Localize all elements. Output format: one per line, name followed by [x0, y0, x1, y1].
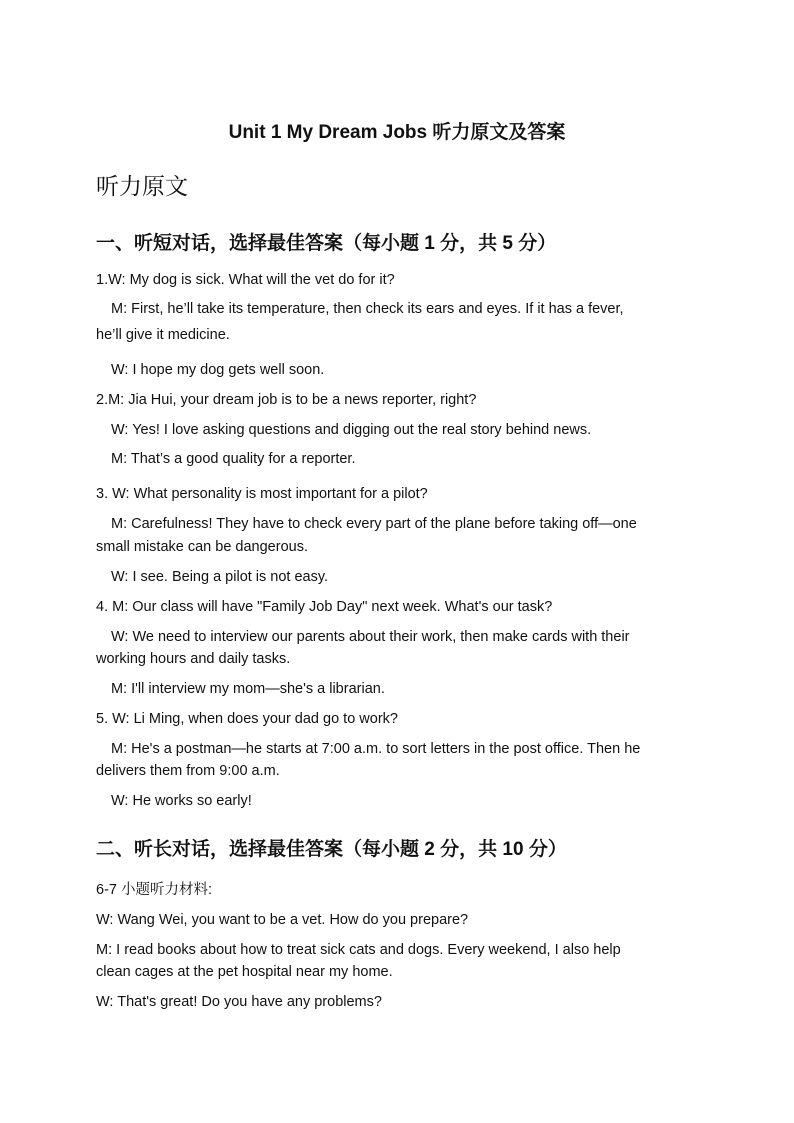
transcript-line: M: I read books about how to treat sick cats and dogs. Every weekend, I also help — [96, 942, 621, 958]
transcript-line: 1.W: My dog is sick. What will the vet do for it? — [96, 272, 395, 288]
section-heading-transcript: 听力原文 — [96, 173, 188, 199]
transcript-line: clean cages at the pet hospital near my home. — [96, 964, 393, 980]
transcript-line: M: First, he’ll take its temperature, then check its ears and eyes. If it has a fever, — [111, 301, 624, 317]
transcript-line: working hours and daily tasks. — [96, 651, 291, 667]
document-title: Unit 1 My Dream Jobs 听力原文及答案 — [228, 122, 566, 143]
section2-heading: 二、听长对话，选择最佳答案（每小题 2 分，共 10 分） — [96, 839, 567, 860]
transcript-line: W: I hope my dog gets well soon. — [111, 362, 325, 378]
transcript-line: 2.M: Jia Hui, your dream job is to be a news reporter, right? — [96, 392, 477, 408]
transcript-line: M: He's a postman—he starts at 7:00 a.m. to sort letters in the post office. Then he — [111, 741, 641, 757]
transcript-line: W: That's great! Do you have any problems? — [96, 994, 382, 1010]
transcript-line: 4. M: Our class will have "Family Job Day" next week. What's our task? — [96, 599, 553, 615]
transcript-line: W: Yes! I love asking questions and digging out the real story behind news. — [111, 422, 592, 438]
transcript-line: M: That’s a good quality for a reporter. — [111, 451, 356, 467]
transcript-line: 5. W: Li Ming, when does your dad go to work? — [96, 711, 398, 727]
transcript-line: 3. W: What personality is most important for a pilot? — [96, 486, 428, 502]
transcript-line: M: I'll interview my mom—she's a librarian. — [111, 681, 385, 697]
transcript-line: delivers them from 9:00 a.m. — [96, 763, 280, 779]
transcript-line: W: We need to interview our parents about their work, then make cards with their — [111, 629, 630, 645]
transcript-line: he’ll give it medicine. — [96, 327, 230, 343]
transcript-line: small mistake can be dangerous. — [96, 539, 308, 555]
transcript-line: W: I see. Being a pilot is not easy. — [111, 569, 329, 585]
transcript-line: M: Carefulness! They have to check every part of the plane before taking off—one — [111, 516, 637, 532]
section1-heading: 一、听短对话，选择最佳答案（每小题 1 分，共 5 分） — [96, 233, 557, 254]
transcript-line: W: He works so early! — [111, 793, 252, 809]
transcript-line: W: Wang Wei, you want to be a vet. How do you prepare? — [96, 912, 469, 928]
transcript-line: 6-7 小题听力材料: — [96, 882, 213, 898]
